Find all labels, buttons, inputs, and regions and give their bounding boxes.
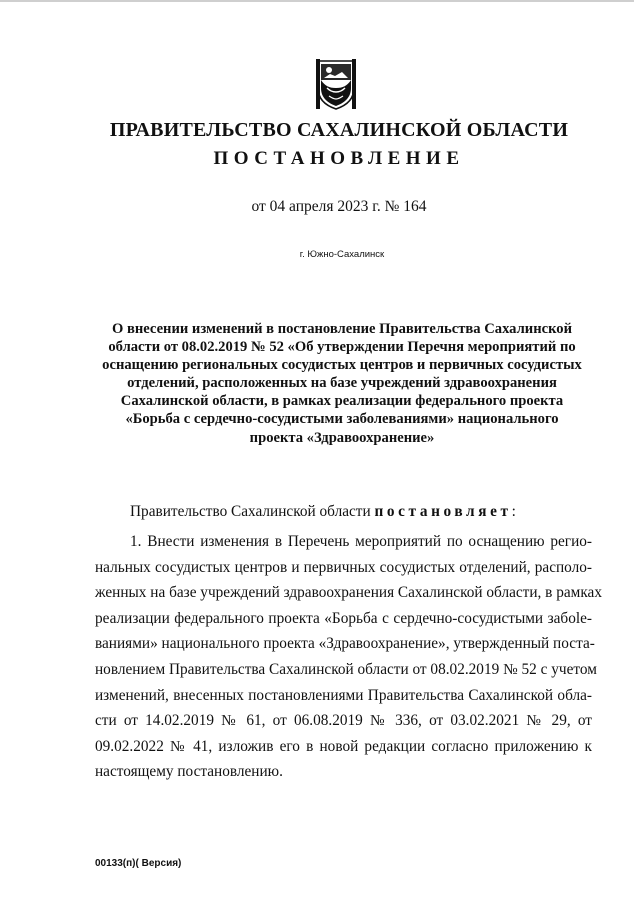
subject-line: проекта «Здравоохранение» (249, 429, 435, 446)
document-subject (98, 320, 586, 447)
subject-line: отделений, расположенных на базе учреждений здравоохранения (127, 375, 557, 392)
clause-line: сти от 14.02.2019 № 61, от 06.08.2019 № 336, от 03.02.2021 № 29, от (95, 712, 592, 730)
clause-line: новлением Правительства Сахалинской области от 08.02.2019 № 52 с учетом (95, 660, 597, 678)
subject-line: «Борьба с сердечно-сосудистыми заболеваниями» национального (125, 411, 559, 428)
clause-1 (95, 529, 602, 785)
document-city: г. Южно-Сахалинск (299, 249, 385, 260)
decree-intro (130, 503, 516, 521)
subject-line: области от 08.02.2019 № 52 «Об утверждении Перечня мероприятий по (108, 339, 576, 356)
subject-line: О внесении изменений в постановление Правительства Сахалинской (111, 321, 573, 337)
decree-intro-prefix: Правительство Сахалинской области (130, 503, 375, 520)
clause-line: изменений, внесенных постановлениями Правительства Сахалинской обла- (95, 686, 592, 704)
subject-line: Сахалинской области, в рамках реализации федерального проекта (120, 393, 564, 410)
clause-line: 1. Внести изменения в Перечень мероприятий по оснащению регио- (130, 533, 592, 550)
clause-line: реализации федерального проекта «Борьба с сердечно-сосудистыми забole- (95, 609, 592, 627)
government-title: ПРАВИТЕЛЬСТВО САХАЛИНСКОЙ ОБЛАСТИ (109, 119, 569, 141)
scan-edge (0, 0, 634, 2)
document-type: ПОСТАНОВЛЕНИЕ (213, 148, 465, 169)
clause-line: женных на базе учреждений здравоохранения Сахалинской области, в рамках (95, 584, 602, 602)
clause-line: ваниями» национального проекта «Здравоохранение», утвержденный поста- (95, 635, 595, 653)
clause-line: настоящему постановлению. (95, 763, 283, 781)
form-code: 00133(п)( Версия) (95, 858, 182, 869)
sakhalin-coat-of-arms-icon (315, 58, 357, 110)
decree-intro-suffix: : (511, 503, 516, 520)
clause-line: 09.02.2022 № 41, изложив его в новой редакции согласно приложению к (95, 737, 592, 755)
clause-line: нальных сосудистых центров и первичных сосудистых отделений, располо- (95, 558, 592, 576)
subject-line: оснащению региональных сосудистых центров и первичных сосудистых (102, 357, 582, 374)
decree-word: постановляет (374, 503, 512, 520)
document-date-number: от 04 апреля 2023 г. № 164 (251, 198, 427, 215)
